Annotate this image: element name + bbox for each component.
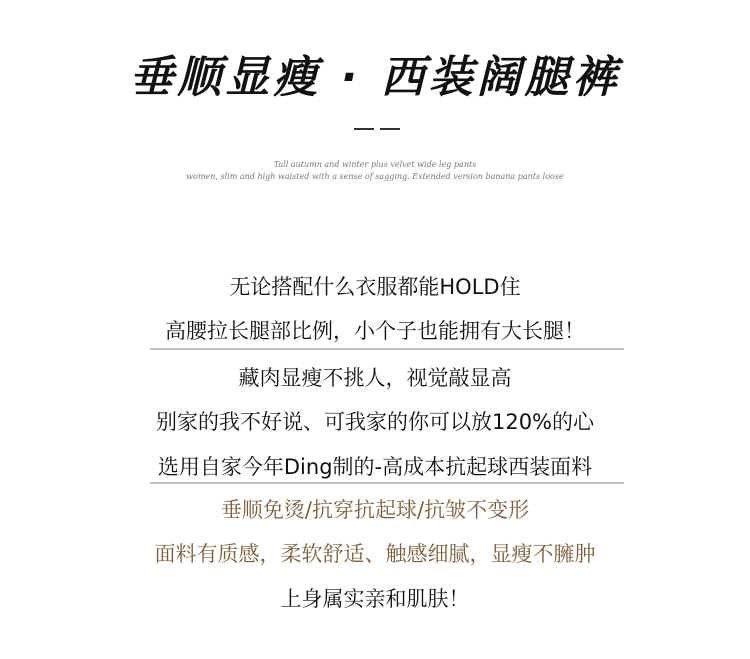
title-divider-right [380, 128, 400, 130]
title-divider-left [354, 128, 374, 130]
page-title: 垂顺显瘦 · 西装阔腿裤 [129, 52, 621, 103]
text-line-2: 高腰拉长腿部比例，小个子也能拥有大长腿！ [165, 319, 585, 343]
underline-line-5 [150, 482, 624, 484]
text-line-1: 无论搭配什么衣服都能HOLD住 [229, 275, 521, 299]
subtitle-line-2: women, slim and high waisted with a sense of sagging. Extended version banana pants loose [186, 172, 564, 181]
text-line-4: 别家的我不好说、可我家的你可以放120%的心 [155, 410, 595, 434]
underline-line-2 [150, 348, 624, 350]
subtitle-line-1: Tall autumn and winter plus velvet wide leg pants [273, 160, 477, 169]
text-line-6: 垂顺免烫/抗穿抗起球/抗皱不变形 [220, 498, 530, 522]
text-line-7: 面料有质感，柔软舒适、触感细腻，显瘦不臃肿 [154, 542, 596, 566]
text-line-8: 上身属实亲和肌肤！ [280, 587, 470, 611]
text-line-5: 选用自家今年Ding制的-高成本抗起球西装面料 [157, 455, 593, 479]
text-line-3: 藏肉显瘦不挑人，视觉敲显高 [238, 366, 512, 390]
